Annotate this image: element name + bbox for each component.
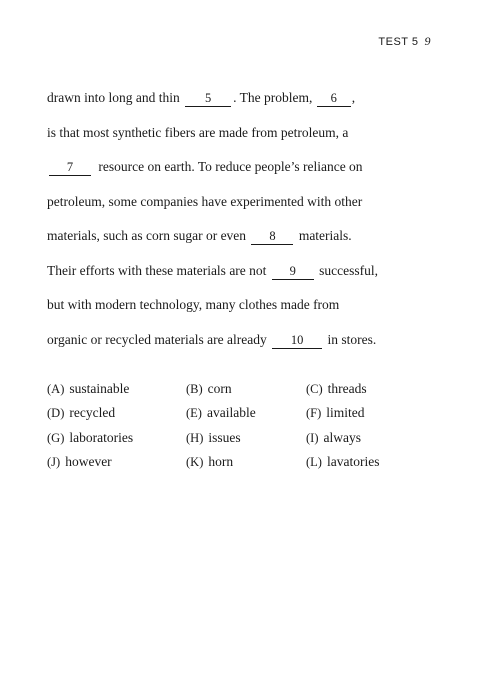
option-b: [186, 379, 306, 399]
blank-7: 7: [49, 159, 91, 176]
option-c: [306, 379, 426, 399]
passage-text: resource on earth. To reduce people’s reliance on: [98, 159, 363, 174]
option-text: limited: [326, 405, 365, 421]
option-label: (E): [186, 406, 202, 421]
passage-text: is that most synthetic fibers are made from petroleum, a: [47, 124, 349, 140]
option-text: recycled: [69, 405, 116, 421]
blank-5: 5: [185, 90, 231, 107]
option-d: [47, 403, 186, 423]
options-row: [47, 428, 447, 452]
options-row: [47, 379, 447, 403]
blank-8: 8: [251, 228, 293, 245]
option-e: [186, 403, 306, 423]
option-k: [186, 452, 306, 472]
test-label: TEST 5: [378, 36, 419, 48]
passage-text: but with modern technology, many clothes made from: [47, 297, 340, 312]
blank-9: 9: [272, 263, 314, 280]
options-row: [47, 452, 447, 476]
option-l: [306, 452, 426, 472]
option-label: (I): [306, 430, 319, 445]
passage-text: . The problem,: [233, 90, 313, 105]
passage-line: [47, 293, 447, 328]
option-label: (L): [306, 454, 322, 469]
option-label: (J): [47, 454, 61, 469]
passage-line: [47, 190, 447, 225]
option-text: always: [323, 429, 361, 445]
passage-line: [47, 328, 447, 363]
option-label: (H): [186, 430, 204, 445]
option-text: lavatories: [326, 453, 380, 469]
passage-text: petroleum, some companies have experimented with other: [47, 193, 363, 209]
option-j: [47, 452, 186, 472]
passage-line: [47, 259, 447, 294]
blank-10: 10: [272, 332, 322, 349]
option-label: (C): [306, 382, 323, 396]
option-label: (G): [47, 430, 65, 445]
option-text: issues: [208, 429, 241, 445]
passage-text: organic or recycled materials are already: [47, 331, 267, 347]
option-label: (K): [186, 454, 204, 469]
option-f: [306, 403, 426, 423]
blank-6: 6: [317, 90, 351, 107]
option-h: [186, 428, 306, 448]
passage-line: [47, 224, 447, 259]
option-label: (F): [306, 406, 322, 421]
passage-text: ,: [351, 90, 356, 105]
option-label: (B): [186, 382, 203, 396]
passage-text: successful,: [319, 262, 379, 278]
passage-line: [47, 155, 447, 190]
passage-line: [47, 121, 447, 156]
option-g: [47, 428, 186, 448]
passage-text: Their efforts with these materials are not: [47, 262, 267, 278]
page-header: [378, 34, 431, 49]
answer-options: [47, 379, 447, 476]
cloze-passage: [47, 86, 447, 362]
option-i: [306, 428, 426, 448]
passage-text: drawn into long and thin: [47, 90, 180, 105]
passage-text: materials.: [298, 228, 352, 243]
option-text: available: [206, 405, 256, 421]
option-label: (A): [47, 382, 65, 396]
passage-text: in stores.: [327, 331, 377, 347]
option-a: [47, 379, 186, 399]
option-text: corn: [207, 381, 232, 396]
option-text: sustainable: [69, 381, 130, 396]
option-text: laboratories: [69, 429, 134, 445]
options-row: [47, 403, 447, 427]
option-label: (D): [47, 406, 65, 421]
option-text: however: [65, 453, 112, 469]
page-number: 9: [424, 34, 431, 48]
passage-line: [47, 86, 447, 121]
passage-text: materials, such as corn sugar or even: [47, 228, 247, 243]
option-text: horn: [208, 453, 234, 469]
option-text: threads: [327, 381, 367, 396]
